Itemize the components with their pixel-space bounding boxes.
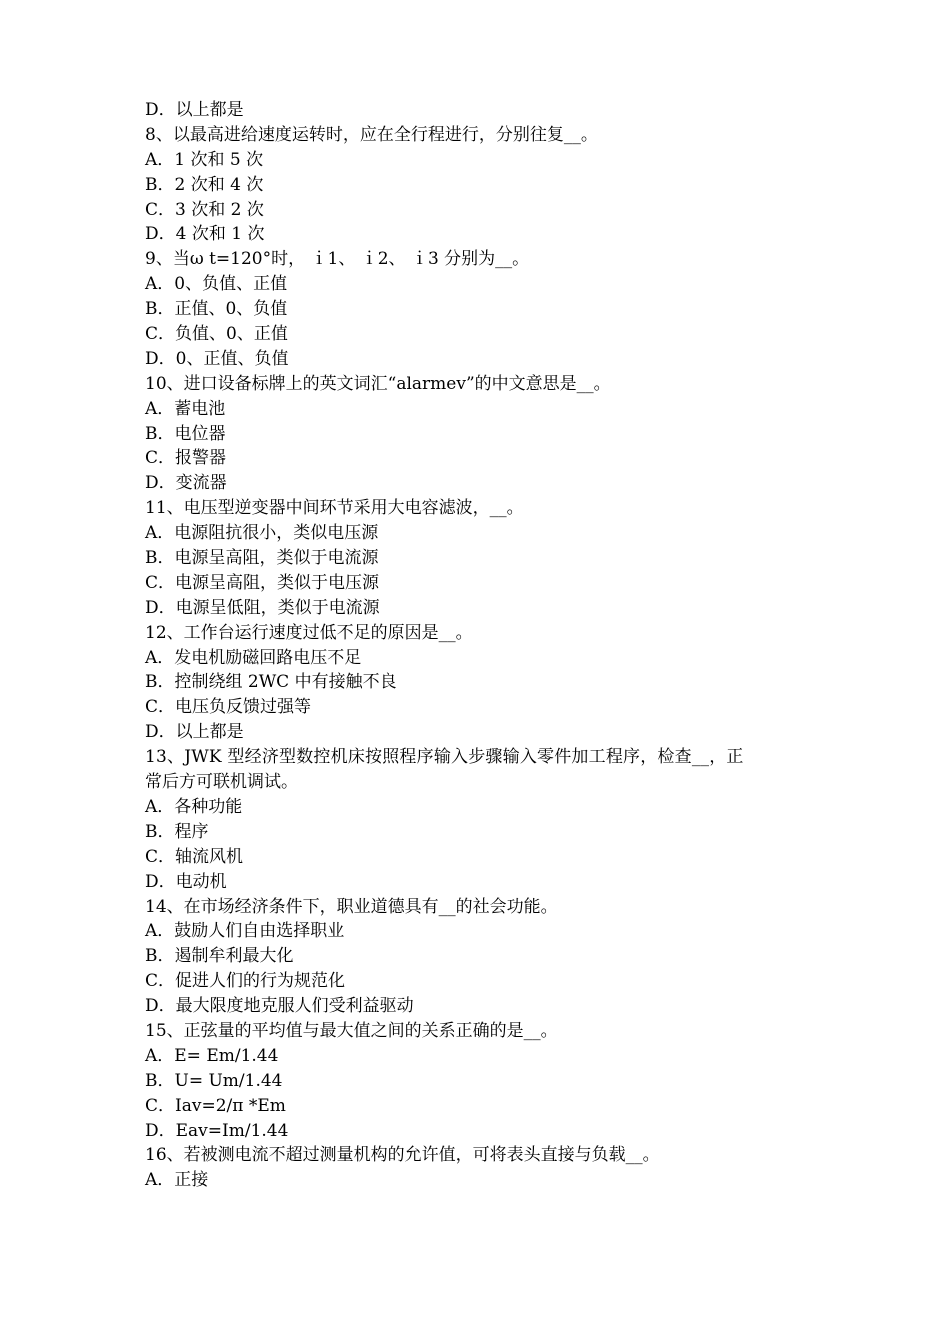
question-10: 10、进口设备标牌上的英文词汇“alarmev”的中文意思是__。 (145, 373, 611, 394)
option-line: D．电动机 (145, 871, 227, 892)
option-line: A．0、负值、正值 (145, 274, 288, 295)
option-line: C．报警器 (145, 448, 227, 469)
question-16: 16、若被测电流不超过测量机构的允许值，可将表头直接与负载__。 (145, 1145, 660, 1166)
option-line: A．发电机励磁回路电压不足 (145, 647, 362, 668)
option-line: B．电位器 (145, 423, 226, 444)
option-line: A．1 次和 5 次 (145, 149, 264, 170)
option-line: C．轴流风机 (145, 846, 244, 867)
option-line: B．遏制牟利最大化 (145, 946, 294, 967)
question-13-continued: 常后方可联机调试。 (145, 772, 298, 793)
question-11: 11、电压型逆变器中间环节采用大电容滤波，__。 (145, 498, 524, 519)
question-15: 15、正弦量的平均值与最大值之间的关系正确的是__。 (145, 1020, 558, 1041)
option-line: C．电源呈高阻，类似于电压源 (145, 572, 380, 593)
option-line: D．0、正值、负值 (145, 348, 289, 369)
option-line: D．Eav=Im/1.44 (145, 1120, 289, 1141)
option-line: D．以上都是 (145, 722, 244, 743)
option-line: B．控制绕组 2WC 中有接触不良 (145, 672, 397, 693)
question-12: 12、工作台运行速度过低不足的原因是__。 (145, 622, 473, 643)
option-line: D．最大限度地克服人们受利益驱动 (145, 996, 414, 1017)
option-line: C．3 次和 2 次 (145, 199, 264, 220)
question-8: 8、以最高进给速度运转时，应在全行程进行，分别往复__。 (145, 124, 598, 145)
option-line: B．2 次和 4 次 (145, 174, 264, 195)
question-13: 13、JWK 型经济型数控机床按照程序输入步骤输入零件加工程序，检查__，正 (145, 747, 744, 768)
option-line: B．U= Um/1.44 (145, 1070, 283, 1091)
option-line: B．程序 (145, 821, 209, 842)
option-line: A．正接 (145, 1170, 209, 1191)
option-line: D．4 次和 1 次 (145, 224, 265, 245)
question-list (145, 98, 810, 1193)
option-line: A．各种功能 (145, 796, 243, 817)
question-9: 9、当ω t=120°时， ｉ1、 ｉ2、 ｉ3 分别为__。 (145, 249, 530, 270)
text-line: D．以上都是 (145, 100, 244, 120)
option-line: D．电源呈低阻，类似于电流源 (145, 597, 380, 618)
option-line: D．变流器 (145, 473, 227, 494)
option-line: C．电压负反馈过强等 (145, 697, 312, 718)
option-line: A．电源阻抗很小，类似电压源 (145, 523, 379, 544)
option-line: C．促进人们的行为规范化 (145, 971, 346, 992)
option-line: C．负值、0、正值 (145, 324, 288, 345)
option-line: B．正值、0、负值 (145, 299, 288, 320)
option-line: A．鼓励人们自由选择职业 (145, 921, 345, 942)
option-line: C．Iav=2/π *Em (145, 1095, 286, 1116)
option-line: A．E= Em/1.44 (145, 1045, 279, 1066)
option-line: B．电源呈高阻，类似于电流源 (145, 548, 379, 569)
question-14: 14、在市场经济条件下，职业道德具有__的社会功能。 (145, 896, 558, 917)
option-line: A．蓄电池 (145, 398, 226, 419)
